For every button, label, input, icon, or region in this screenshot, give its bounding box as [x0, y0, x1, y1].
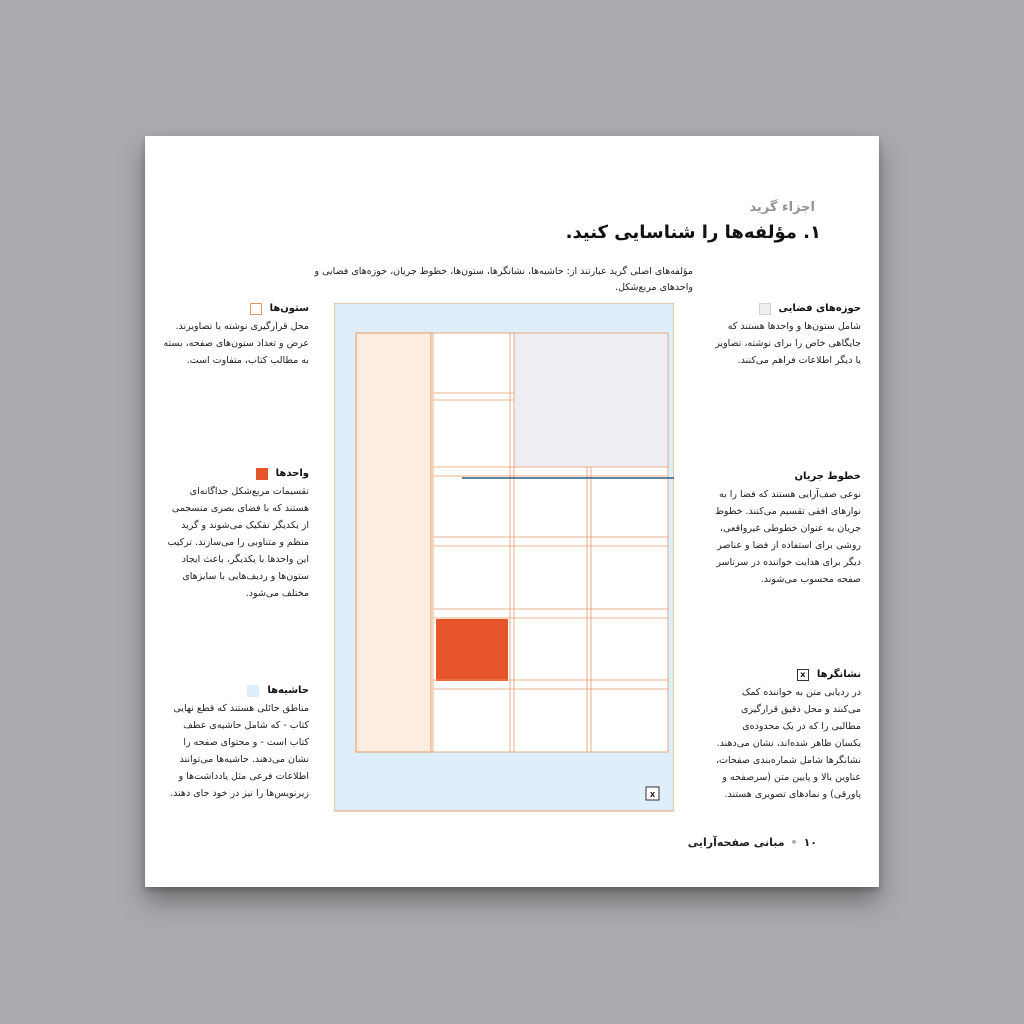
- modules-swatch-icon: [256, 468, 268, 480]
- markers-title: نشانگرها: [816, 669, 861, 680]
- spatial-zones-text: شامل ستون‌ها و واحدها هستند که جایگاهی خاص را برای نوشته، تصاویر یا دیگر اطلاعات فراهم می‌کنند.: [715, 321, 861, 366]
- modules-block: [163, 467, 309, 602]
- footer-dot-icon: •: [790, 836, 798, 849]
- columns-swatch-icon: [250, 303, 262, 315]
- markers-text: در ردیابی متن به خواننده کمک می‌کنند و محل دقیق قرارگیری مطالبی را که در یک محدوده‌ی یکسان ظاهر شده‌اند، نشان می‌دهند. نشانگرها شامل شماره‌بندی صفحات، عناوین بالا و پایین متن (سرصفحه و پاورقی) و نمادهای تصویری هستند.: [715, 687, 861, 800]
- spatial-zone-rect: [514, 333, 668, 467]
- grid-diagram: [334, 303, 674, 813]
- flowlines-text: نوعی صف‌آرایی هستند که فضا را به نوارهای افقی تقسیم می‌کنند. خطوط جریان به عنوان خطوطی غیرواقعی، روشی برای استفاده از فضا و عناصر دیگر برای هدایت خواننده در سرتاسر صفحه محسوب می‌شوند.: [715, 489, 861, 585]
- page-number: ۱۰: [803, 836, 817, 849]
- spatial-zones-swatch-icon: [759, 303, 771, 315]
- section-label: اجزاء گرید: [749, 200, 815, 215]
- marker-glyph: x: [649, 789, 656, 799]
- margins-swatch-icon: [247, 685, 259, 697]
- spatial-zones-block: [715, 302, 861, 369]
- page-footer: [688, 836, 817, 849]
- book-title: مبانی صفحه‌آرایی: [687, 836, 785, 849]
- modules-text: تقسیمات مربع‌شکل جداگانه‌ای هستند که با فضای بصری منسجمی از یکدیگر تفکیک می‌شوند و گرید منظم و متناوبی را می‌سازند. ترکیب این واحدها با یکدیگر، باعث ایجاد ستون‌ها و ردیف‌هایی با سایزهای مختلف می‌شود.: [167, 486, 309, 599]
- markers-swatch-icon: x: [797, 669, 809, 681]
- column-rect: [356, 333, 431, 752]
- book-page: [145, 136, 879, 887]
- flowlines-block: [715, 470, 861, 588]
- module-rect: [436, 619, 508, 681]
- spatial-zones-title: حوزه‌های فضایی: [778, 303, 861, 314]
- markers-block: [715, 668, 861, 803]
- margins-block: [163, 684, 309, 802]
- intro-text: مؤلفه‌های اصلی گرید عبارتند از: حاشیه‌ها، نشانگرها، ستون‌ها، خطوط جریان، حوزه‌های فضایی و واحدهای مربع‌شکل.: [314, 266, 693, 293]
- columns-title: ستون‌ها: [269, 303, 309, 314]
- flowlines-title: خطوط جریان: [794, 471, 861, 482]
- columns-text: محل قرارگیری نوشته یا تصاویرند. عرض و تعداد ستون‌های صفحه، بسته به مطالب کتاب، متفاوت است.: [163, 321, 309, 366]
- columns-block: [163, 302, 309, 369]
- margins-title: حاشیه‌ها: [267, 685, 309, 696]
- margins-text: مناطق حائلی هستند که قطع نهایی کتاب - که شامل حاشیه‌ی عطف کتاب است - و محتوای صفحه را نشان می‌دهند. حاشیه‌ها می‌توانند اطلاعات فرعی مثل یادداشت‌ها و زیرنویس‌ها را نیز در خود جای دهند.: [170, 703, 309, 799]
- page-heading: ۱. مؤلفه‌ها را شناسایی کنید.: [565, 222, 821, 243]
- modules-title: واحدها: [275, 468, 309, 479]
